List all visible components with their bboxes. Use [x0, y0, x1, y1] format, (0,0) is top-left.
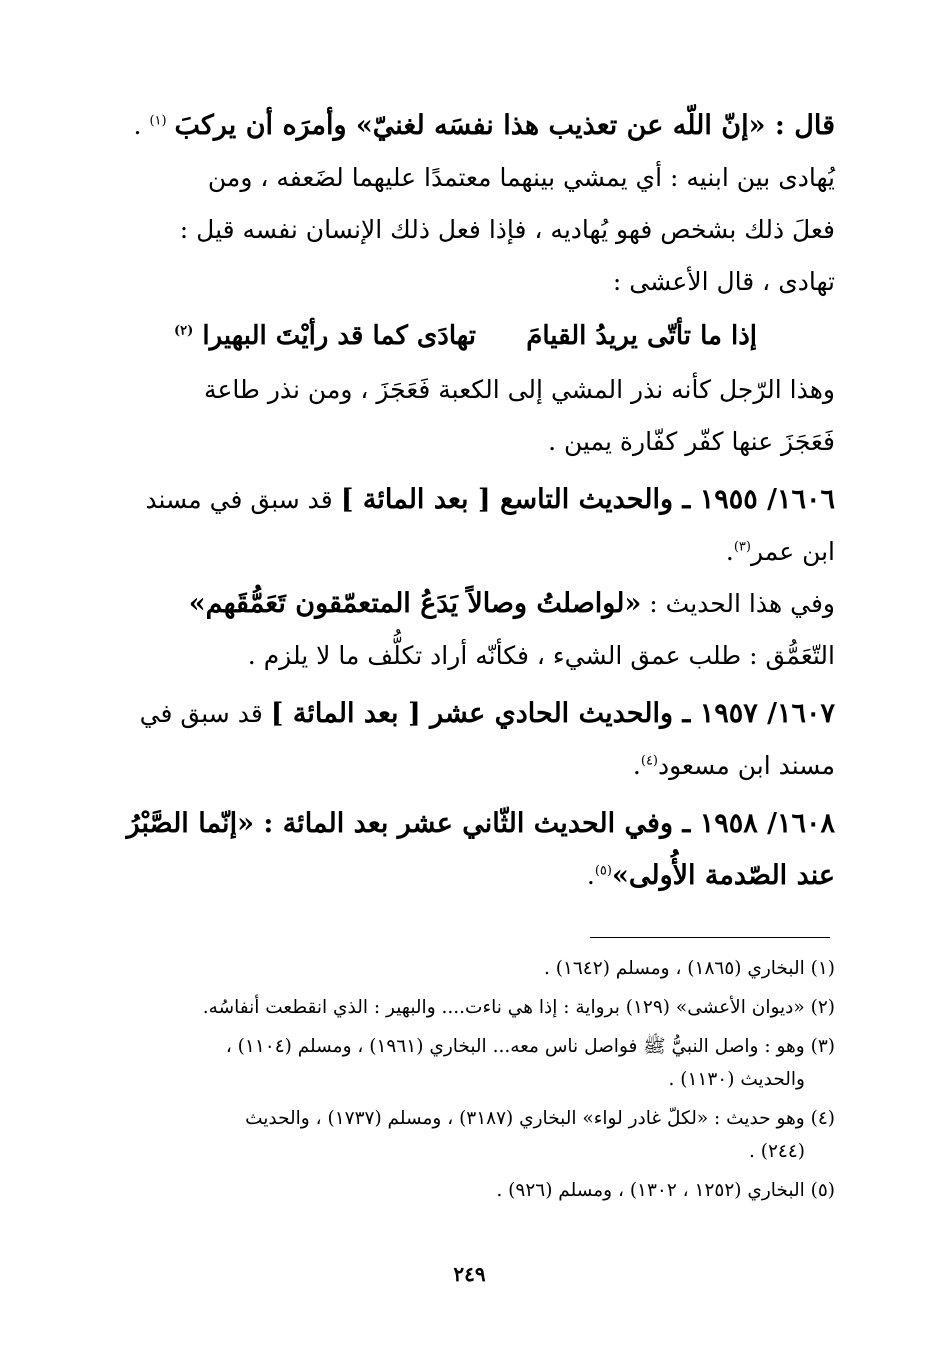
paragraph-intro — [96, 100, 835, 152]
hadith-1608: ١٦٠٨/ ١٩٥٨ ـ وفي الحديث الثّاني عشر بعد المائة : «إنّما الصَّبْرُ عند الصّدمة الأُولى»$^{(٥)}$. — [126, 808, 835, 891]
footnote-divider — [590, 937, 830, 938]
footnote-4: (٤) وهو حديث : «لكلّ غادر لواء» البخاري (٣١٨٧) ، ومسلم (١٧٣٧) ، والحديث (٢٤٤) . — [245, 1108, 835, 1162]
paragraph-nadhr: وهذا الرّجل كأنه نذر المشي إلى الكعبة فَعَجَزَ ، ومن نذر طاعة فَعَجَزَ عنها كفّر كفّارة يمين . — [204, 375, 835, 456]
footnote-1: (١) البخاري (١٨٦٥) ، ومسلم (١٦٤٢) . — [543, 958, 835, 979]
footnote-ref: (٥) — [594, 863, 612, 879]
footnotes — [96, 952, 835, 1213]
main-text — [96, 100, 835, 902]
hadith-1606: ١٦٠٦/ ١٩٥٥ ـ والحديث التاسع [ بعد المائة ] قد سبق في مسند ابن عمر$^{(٣)}$. — [145, 484, 835, 566]
footnote-2: (٢) «ديوان الأعشى» (١٢٩) برواية : إذا هي ناءت.... والبهير : الذي انقطعت أنفاسُه. — [202, 997, 835, 1018]
paragraph-yuhada: يُهادى بين ابنيه : أي يمشي بينهما معتمدًا عليهما لضَعفه ، ومن فعلَ ذلك بشخص فهو يُهاديه ، فإذا فعل ذلك الإنسان نفسه قيل : تهادى ، قال الأعشى : — [179, 163, 835, 296]
verse-second-hemistich: تهادَى كما قد رأيْتَ البهيرا $^{(٢)}$ — [174, 321, 476, 351]
poetry-verse — [96, 308, 835, 364]
footnote-ref: (٣) — [733, 539, 751, 555]
footnote-3: (٣) وهو : واصل النبيُّ ﷺ فواصل ناس معه... البخاري (١٩٦١) ، ومسلم (١١٠٤) ، والحديث (١١٣٠) . — [225, 1036, 835, 1090]
footnote-ref: (٢) — [174, 323, 194, 339]
footnote-5: (٥) البخاري (١٢٥٢ ، ١٣٠٢) ، ومسلم (٩٢٦) . — [496, 1180, 835, 1201]
page-number: ٢٤٩ — [453, 1262, 486, 1286]
verse-first-hemistich: إذا ما تأتّى يريدُ القيامَ — [526, 321, 757, 351]
footnote-ref: (١) — [149, 113, 167, 129]
footnote-ref: (٤) — [640, 753, 658, 769]
paragraph-wisal: وفي هذا الحديث : «لواصلتُ وصالاً يَدَعُ المتعمّقون تَعَمُّقَهم» التّعَمُّق : طلب عمق الشيء ، فكأنّه أراد تكلُّف ما لا يلزم . — [188, 588, 835, 670]
hadith-1607: ١٦٠٧/ ١٩٥٧ ـ والحديث الحادي عشر [ بعد المائة ] قد سبق في مسند ابن مسعود$^{(٤)}$. — [139, 698, 835, 780]
quote-line: قال : «إنّ اللّه عن تعذيب هذا نفسَه لغنيّ» وأمرَه أن يركبَ $^{(١)}$ . — [133, 110, 835, 141]
